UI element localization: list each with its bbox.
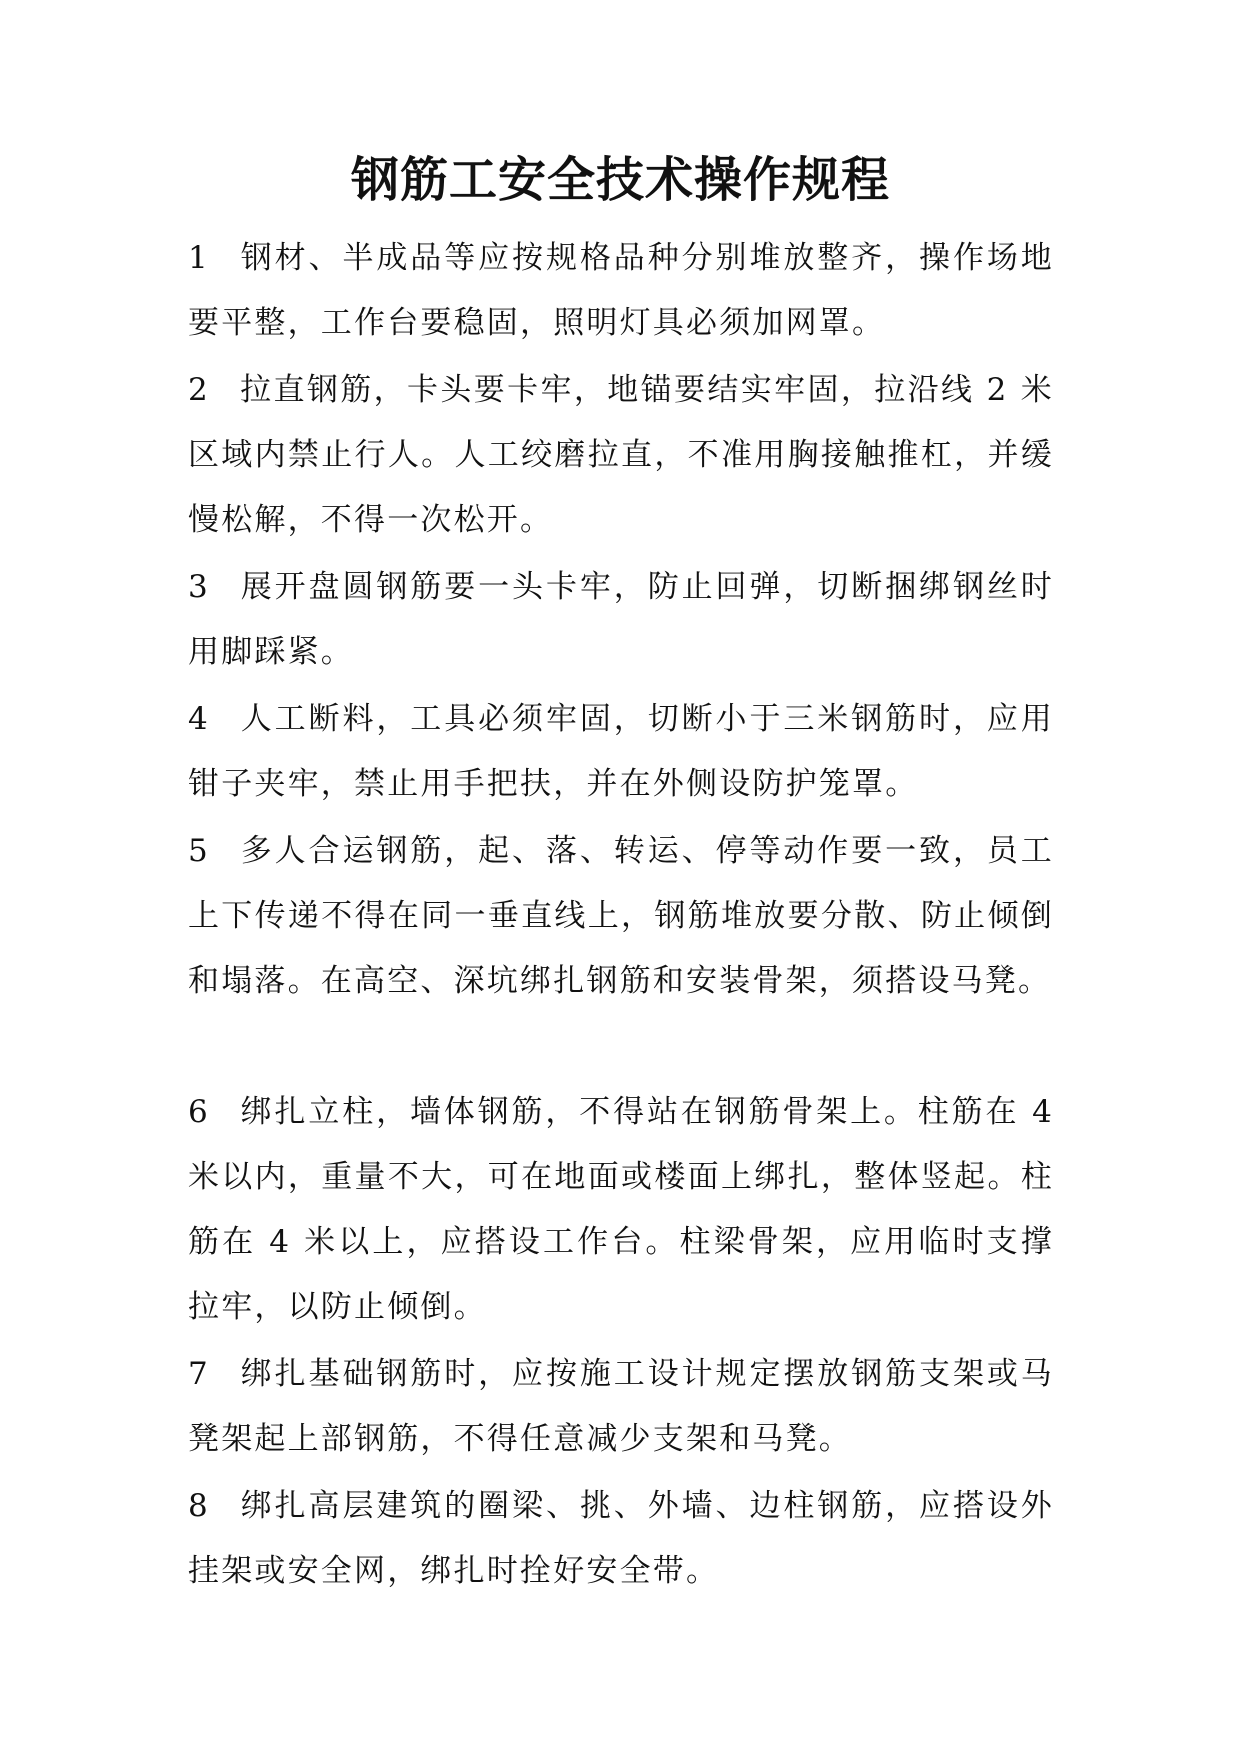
rule-number: 8 [188, 1488, 210, 1524]
rule-text: 人工断料，工具必须牢固，切断小于三米钢筋时，应用钳子夹牢，禁止用手把扶，并在外侧设防护笼罩。 [188, 701, 1054, 802]
rule-text: 钢材、半成品等应按规格品种分别堆放整齐，操作场地要平整，工作台要稳固，照明灯具必须加网罩。 [188, 240, 1054, 341]
rule-number: 6 [188, 1094, 210, 1130]
rule-text: 绑扎基础钢筋时，应按施工设计规定摆放钢筋支架或马凳架起上部钢筋，不得任意减少支架和马凳。 [188, 1356, 1054, 1457]
document-title: 钢筋工安全技术操作规程 [350, 152, 890, 208]
rule-item-2 [188, 358, 1054, 553]
rule-item-8 [188, 1474, 1054, 1604]
rule-text: 拉直钢筋，卡头要卡牢，地锚要结实牢固，拉沿线 2 米区域内禁止行人。人工绞磨拉直，不准用胸接触推杠，并缓慢松解，不得一次松开。 [188, 372, 1054, 538]
rule-text: 多人合运钢筋，起、落、转运、停等动作要一致，员工上下传递不得在同一垂直线上，钢筋堆放要分散、防止倾倒和塌落。在高空、深坑绑扎钢筋和安装骨架，须搭设马凳。 [188, 833, 1054, 999]
rule-item-3 [188, 555, 1054, 685]
rule-number: 7 [188, 1356, 210, 1392]
rule-number: 3 [188, 569, 210, 605]
rule-number: 2 [188, 372, 210, 408]
rule-text: 绑扎高层建筑的圈梁、挑、外墙、边柱钢筋，应搭设外挂架或安全网，绑扎时拴好安全带。 [188, 1488, 1054, 1589]
rule-number: 4 [188, 701, 210, 737]
rule-item-1 [188, 226, 1054, 356]
rule-number: 5 [188, 833, 210, 869]
rule-item-5 [188, 819, 1054, 1014]
document-body [188, 226, 1054, 1606]
rule-text: 绑扎立柱，墙体钢筋，不得站在钢筋骨架上。柱筋在 4 米以内，重量不大，可在地面或楼面上绑扎，整体竖起。柱筋在 4 米以上，应搭设工作台。柱梁骨架，应用临时支撑拉牢，以防止倾倒。 [188, 1094, 1054, 1325]
rule-text: 展开盘圆钢筋要一头卡牢，防止回弹，切断捆绑钢丝时用脚踩紧。 [188, 569, 1054, 670]
rule-item-4 [188, 687, 1054, 817]
rule-item-7 [188, 1342, 1054, 1472]
rule-number: 1 [188, 240, 210, 276]
paragraph-spacer [188, 1016, 1054, 1080]
rule-item-6 [188, 1080, 1054, 1340]
